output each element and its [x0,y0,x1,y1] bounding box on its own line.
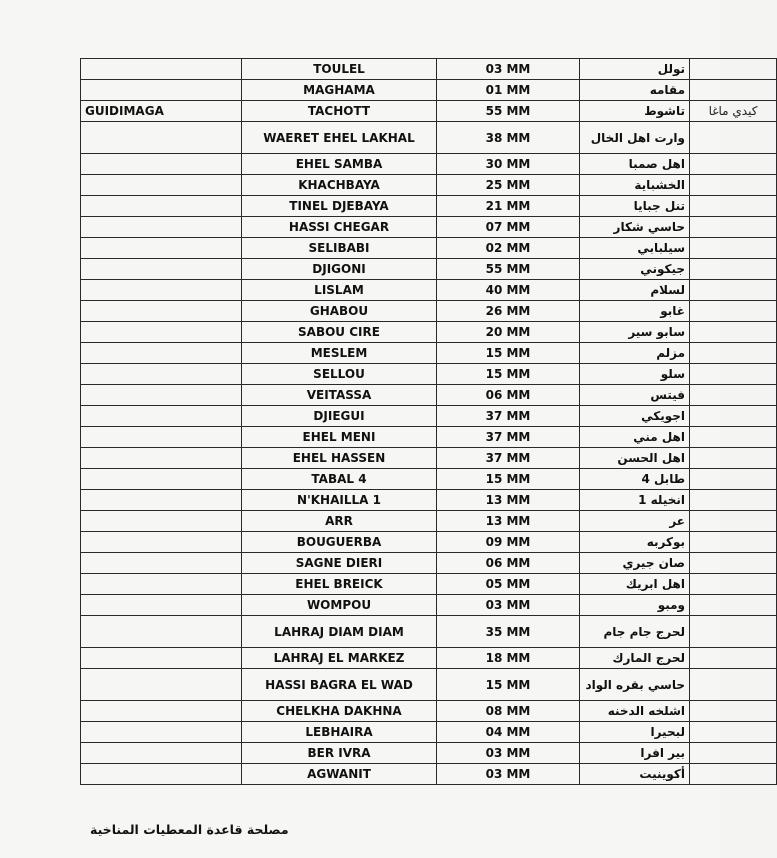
rainfall-value: 55 MM [437,259,580,280]
region-cell-empty [81,343,242,364]
station-name-arabic: بير افرا [580,743,690,764]
region-ar-cell-empty [690,764,777,785]
region-cell-empty [81,364,242,385]
region-ar-cell-empty [690,343,777,364]
station-name: N'KHAILLA 1 [242,490,437,511]
region-ar-cell-empty [690,469,777,490]
table-row [81,175,777,196]
region-ar-cell-empty [690,648,777,669]
station-name: ARR [242,511,437,532]
station-name-arabic: اجويكي [580,406,690,427]
station-name-arabic: سابو سير [580,322,690,343]
region-ar-cell-empty [690,743,777,764]
station-name-arabic: مقامه [580,80,690,101]
region-ar-cell-empty [690,322,777,343]
station-name: SAGNE DIERI [242,553,437,574]
station-name-arabic: فيتس [580,385,690,406]
region-ar-cell-empty [690,448,777,469]
region-cell-empty [81,701,242,722]
table-row [81,764,777,785]
rainfall-value: 37 MM [437,406,580,427]
rainfall-value: 03 MM [437,59,580,80]
rainfall-value: 08 MM [437,701,580,722]
region-cell-empty [81,259,242,280]
table-row [81,669,777,701]
station-name: GHABOU [242,301,437,322]
station-name: LAHRAJ DIAM DIAM [242,616,437,648]
station-name-arabic: لحرج المارك [580,648,690,669]
station-name-arabic: صان جيري [580,553,690,574]
region-ar-cell-empty [690,427,777,448]
region-cell-empty [81,669,242,701]
rainfall-value: 02 MM [437,238,580,259]
region-cell-empty [81,595,242,616]
table-row [81,280,777,301]
rainfall-value: 03 MM [437,764,580,785]
station-name: WAERET EHEL LAKHAL [242,122,437,154]
region-cell-empty [81,448,242,469]
station-name-arabic: تولل [580,59,690,80]
rainfall-value: 25 MM [437,175,580,196]
station-name: KHACHBAYA [242,175,437,196]
table-row [81,217,777,238]
rainfall-value: 01 MM [437,80,580,101]
rainfall-table-body [81,59,777,785]
region-ar-cell-empty [690,574,777,595]
region-cell-empty [81,196,242,217]
station-name-arabic: انخيله 1 [580,490,690,511]
rainfall-value: 09 MM [437,532,580,553]
region-ar-cell-empty [690,669,777,701]
station-name: HASSI CHEGAR [242,217,437,238]
region-name-fr: GUIDIMAGA [81,101,242,122]
rainfall-value: 13 MM [437,490,580,511]
region-cell-empty [81,175,242,196]
region-cell-empty [81,574,242,595]
station-name: WOMPOU [242,595,437,616]
table-row [81,553,777,574]
region-ar-cell-empty [690,175,777,196]
rainfall-value: 06 MM [437,385,580,406]
rainfall-value: 03 MM [437,743,580,764]
region-cell-empty [81,385,242,406]
region-cell-empty [81,743,242,764]
station-name-arabic: حاسي شكار [580,217,690,238]
rainfall-value: 37 MM [437,448,580,469]
region-cell-empty [81,280,242,301]
table-row [81,154,777,175]
region-ar-cell-empty [690,59,777,80]
table-row [81,238,777,259]
region-cell-empty [81,764,242,785]
station-name-arabic: عر [580,511,690,532]
region-ar-cell-empty [690,532,777,553]
station-name-arabic: أكوينيت [580,764,690,785]
region-cell-empty [81,238,242,259]
rainfall-value: 21 MM [437,196,580,217]
region-cell-empty [81,532,242,553]
station-name: MAGHAMA [242,80,437,101]
station-name: LISLAM [242,280,437,301]
region-cell-empty [81,322,242,343]
rainfall-value: 26 MM [437,301,580,322]
table-row [81,322,777,343]
rainfall-value: 03 MM [437,595,580,616]
rainfall-value: 35 MM [437,616,580,648]
region-cell-empty [81,301,242,322]
station-name-arabic: سلو [580,364,690,385]
table-row [81,532,777,553]
table-row [81,743,777,764]
table-row [81,490,777,511]
region-ar-cell-empty [690,553,777,574]
region-cell-empty [81,511,242,532]
station-name-arabic: الخشباية [580,175,690,196]
table-row [81,448,777,469]
region-ar-cell-empty [690,385,777,406]
rainfall-value: 37 MM [437,427,580,448]
station-name: DJIGONI [242,259,437,280]
station-name-arabic: غابو [580,301,690,322]
station-name-arabic: بوكربه [580,532,690,553]
station-name-arabic: ومبو [580,595,690,616]
region-ar-cell-empty [690,406,777,427]
region-ar-cell-empty [690,616,777,648]
station-name-arabic: اهل مني [580,427,690,448]
station-name-arabic: وارت اهل الخال [580,122,690,154]
region-cell-empty [81,553,242,574]
station-name: TACHOTT [242,101,437,122]
station-name: BER IVRA [242,743,437,764]
rainfall-value: 06 MM [437,553,580,574]
station-name-arabic: سيلبابي [580,238,690,259]
station-name: LEBHAIRA [242,722,437,743]
rainfall-value: 07 MM [437,217,580,238]
station-name: TINEL DJEBAYA [242,196,437,217]
region-ar-cell-empty [690,122,777,154]
footer-department: مصلحة قاعدة المعطيات المناخية [90,822,289,837]
station-name: CHELKHA DAKHNA [242,701,437,722]
rainfall-value: 05 MM [437,574,580,595]
table-row [81,574,777,595]
station-name-arabic: لبحيرا [580,722,690,743]
region-ar-cell-empty [690,364,777,385]
station-name: TABAL 4 [242,469,437,490]
region-cell-empty [81,490,242,511]
station-name-arabic: تاشوط [580,101,690,122]
rainfall-value: 55 MM [437,101,580,122]
region-cell-empty [81,122,242,154]
rainfall-table [80,58,777,785]
station-name-arabic: اشلخه الدخنه [580,701,690,722]
region-cell-empty [81,616,242,648]
station-name: VEITASSA [242,385,437,406]
region-cell-empty [81,80,242,101]
region-ar-cell-empty [690,511,777,532]
table-row [81,385,777,406]
rainfall-value: 15 MM [437,364,580,385]
region-ar-cell-empty [690,490,777,511]
region-ar-cell-empty [690,701,777,722]
station-name-arabic: اهل الحسن [580,448,690,469]
station-name: DJIEGUI [242,406,437,427]
region-cell-empty [81,722,242,743]
region-ar-cell-empty [690,154,777,175]
table-row [81,59,777,80]
table-row [81,406,777,427]
rainfall-value: 15 MM [437,343,580,364]
station-name-arabic: تنل جبايا [580,196,690,217]
rainfall-value: 30 MM [437,154,580,175]
rainfall-value: 20 MM [437,322,580,343]
table-row [81,616,777,648]
station-name-arabic: مزلم [580,343,690,364]
station-name-arabic: لحرج جام جام [580,616,690,648]
table-row [81,427,777,448]
station-name: LAHRAJ EL MARKEZ [242,648,437,669]
rainfall-value: 13 MM [437,511,580,532]
rainfall-value: 04 MM [437,722,580,743]
region-ar-cell-empty [690,238,777,259]
table-row [81,595,777,616]
table-row [81,364,777,385]
station-name: SELLOU [242,364,437,385]
rainfall-value: 15 MM [437,469,580,490]
station-name-arabic: حاسي بقره الواد [580,669,690,701]
region-ar-cell-empty [690,722,777,743]
table-row [81,469,777,490]
station-name-arabic: طابل 4 [580,469,690,490]
station-name: EHEL BREICK [242,574,437,595]
station-name: TOULEL [242,59,437,80]
station-name: HASSI BAGRA EL WAD [242,669,437,701]
station-name: EHEL HASSEN [242,448,437,469]
region-ar-cell-empty [690,217,777,238]
station-name: BOUGUERBA [242,532,437,553]
region-cell-empty [81,59,242,80]
table-row [81,122,777,154]
station-name-arabic: لسلام [580,280,690,301]
table-row [81,701,777,722]
table-row [81,343,777,364]
station-name: SABOU CIRE [242,322,437,343]
station-name: EHEL MENI [242,427,437,448]
region-ar-cell-empty [690,196,777,217]
region-cell-empty [81,406,242,427]
region-cell-empty [81,427,242,448]
region-cell-empty [81,469,242,490]
region-ar-cell-empty [690,595,777,616]
rainfall-value: 18 MM [437,648,580,669]
rainfall-value: 38 MM [437,122,580,154]
table-row [81,101,777,122]
region-ar-cell-empty [690,301,777,322]
region-cell-empty [81,154,242,175]
region-cell-empty [81,217,242,238]
station-name-arabic: جيكوني [580,259,690,280]
table-row [81,648,777,669]
station-name-arabic: اهل ابريك [580,574,690,595]
rainfall-value: 40 MM [437,280,580,301]
table-row [81,722,777,743]
station-name: SELIBABI [242,238,437,259]
table-row [81,301,777,322]
station-name: MESLEM [242,343,437,364]
table-row [81,259,777,280]
rainfall-value: 15 MM [437,669,580,701]
station-name: EHEL SAMBA [242,154,437,175]
region-name-ar: كيدي ماغا [690,101,777,122]
region-ar-cell-empty [690,280,777,301]
table-row [81,196,777,217]
region-cell-empty [81,648,242,669]
table-row [81,511,777,532]
station-name: AGWANIT [242,764,437,785]
table-row [81,80,777,101]
region-ar-cell-empty [690,259,777,280]
region-ar-cell-empty [690,80,777,101]
station-name-arabic: اهل صمبا [580,154,690,175]
